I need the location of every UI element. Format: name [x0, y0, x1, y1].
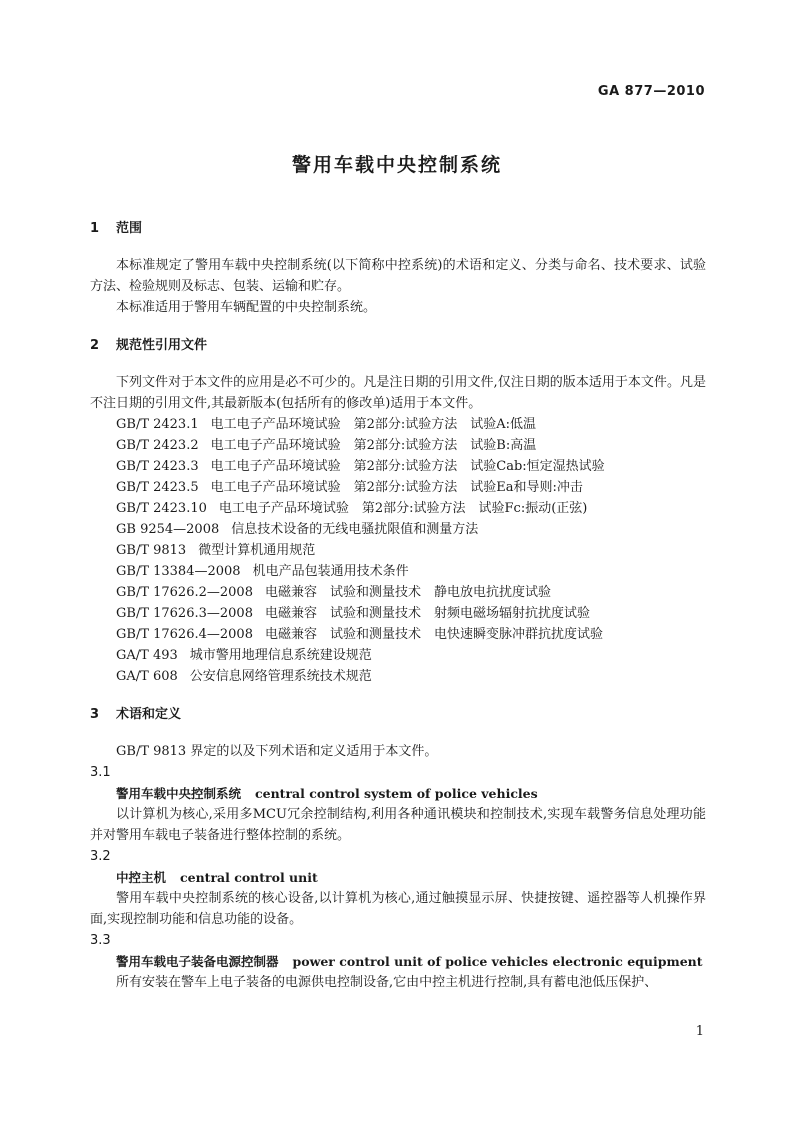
document-code: GA 877—2010 [597, 84, 705, 99]
terms-intro: GB/T 9813 界定的以及下列术语和定义适用于本文件。 [116, 744, 438, 759]
document-title: 警用车载中央控制系统 [291, 154, 502, 176]
term-title: 警用车载中央控制系统 central control system of police vehicles [116, 786, 538, 801]
reference-item: GB/T 2423.1 电工电子产品环境试验 第2部分:试验方法 试验A:低温 [116, 417, 537, 432]
term-title: 警用车载电子装备电源控制器 power control unit of police vehicles electronic equipment [116, 954, 703, 969]
term-number: 3.1 [90, 765, 111, 780]
document-body [90, 218, 706, 993]
reference-item: GB/T 17626.3—2008 电磁兼容 试验和测量技术 射频电磁场辐射抗扰度试验 [116, 606, 590, 621]
reference-item: GB 9254—2008 信息技术设备的无线电骚扰限值和测量方法 [116, 522, 479, 537]
reference-item: GB/T 9813 微型计算机通用规范 [116, 543, 316, 558]
reference-item: GB/T 17626.2—2008 电磁兼容 试验和测量技术 静电放电抗扰度试验 [116, 585, 551, 600]
reference-item: GB/T 17626.4—2008 电磁兼容 试验和测量技术 电快速瞬变脉冲群抗扰度试验 [116, 627, 603, 642]
page-number: 1 [695, 1024, 704, 1039]
reference-item: GB/T 2423.10 电工电子产品环境试验 第2部分:试验方法 试验Fc:振动(正弦) [116, 501, 588, 516]
scope-paragraph-1: 本标准规定了警用车载中央控制系统(以下简称中控系统)的术语和定义、分类与命名、技术要求、试验方法、检验规则及标志、包装、运输和贮存。 [90, 258, 706, 294]
term-definition: 所有安装在警车上电子装备的电源供电控制设备,它由中控主机进行控制,具有蓄电池低压保护、 [116, 975, 658, 990]
reference-item: GA/T 493 城市警用地理信息系统建设规范 [116, 648, 372, 663]
reference-item: GB/T 2423.5 电工电子产品环境试验 第2部分:试验方法 试验Ea和导则:冲击 [116, 480, 583, 495]
section-heading-scope: 1 范围 [90, 221, 143, 236]
normative-refs-intro: 下列文件对于本文件的应用是必不可少的。凡是注日期的引用文件,仅注日期的版本适用于本文件。凡是不注日期的引用文件,其最新版本(包括所有的修改单)适用于本文件。 [90, 375, 706, 411]
reference-item: GB/T 2423.3 电工电子产品环境试验 第2部分:试验方法 试验Cab:恒定湿热试验 [116, 459, 605, 474]
term-definition: 警用车载中央控制系统的核心设备,以计算机为核心,通过触摸显示屏、快捷按键、遥控器等人机操作界面,实现控制功能和信息功能的设备。 [90, 891, 706, 927]
term-definition: 以计算机为核心,采用多MCU冗余控制结构,利用各种通讯模块和控制技术,实现车载警务信息处理功能并对警用车载电子装备进行整体控制的系统。 [90, 807, 706, 843]
term-number: 3.3 [90, 933, 111, 948]
section-heading-terms: 3 术语和定义 [90, 707, 182, 722]
reference-item: GB/T 2423.2 电工电子产品环境试验 第2部分:试验方法 试验B:高温 [116, 438, 537, 453]
reference-item: GA/T 608 公安信息网络管理系统技术规范 [116, 669, 372, 684]
reference-item: GB/T 13384—2008 机电产品包装通用技术条件 [116, 564, 409, 579]
term-number: 3.2 [90, 849, 111, 864]
section-heading-normative-refs: 2 规范性引用文件 [90, 338, 208, 353]
scope-paragraph-2: 本标准适用于警用车辆配置的中央控制系统。 [116, 300, 377, 315]
term-title: 中控主机 central control unit [116, 870, 318, 885]
